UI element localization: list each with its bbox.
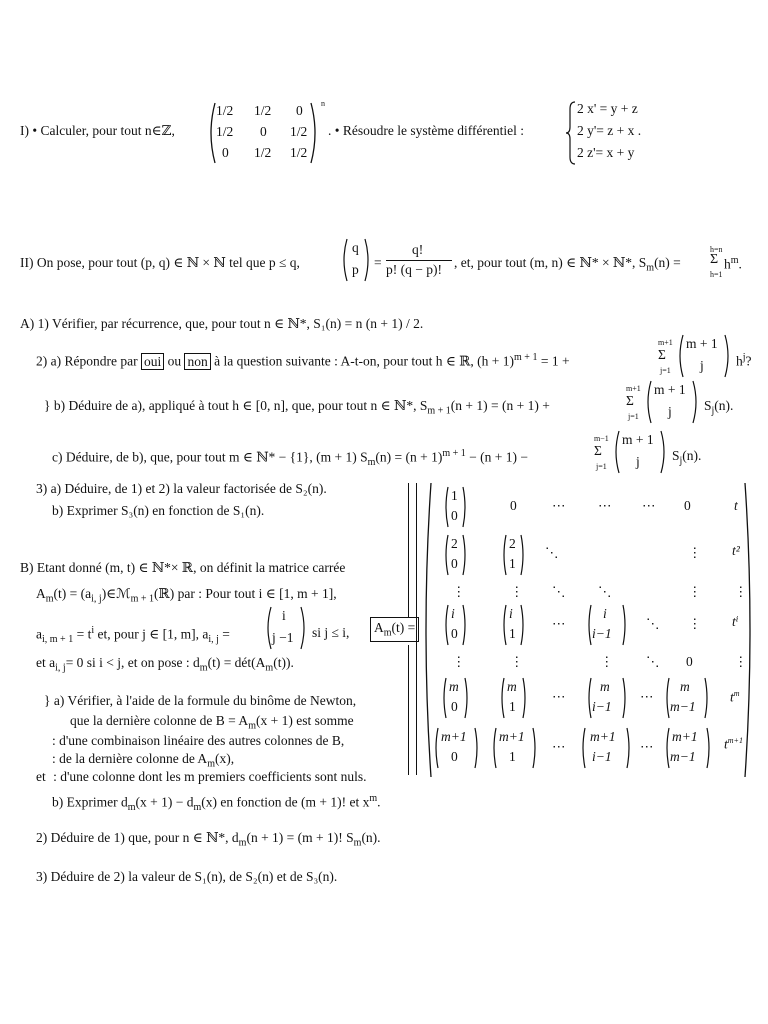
matrix-cell-tm <box>730 689 740 706</box>
B1a-line5 <box>36 769 367 785</box>
left-paren-icon <box>676 334 684 378</box>
left-paren-icon <box>612 430 620 474</box>
a-symbol: a <box>36 626 42 642</box>
left-paren-icon <box>264 606 272 650</box>
left-paren-icon <box>501 534 507 576</box>
subscript: m + 1 <box>130 593 155 605</box>
matrix-cell: m−1 <box>670 699 696 714</box>
left-paren-icon <box>420 482 432 778</box>
exponent: m <box>733 689 740 698</box>
dots-v: ⋮ <box>688 545 702 560</box>
B-intro-line2 <box>36 586 337 605</box>
matrix-cell: 1 <box>509 699 516 714</box>
matrix-cell: 1 <box>509 626 516 641</box>
divider-line <box>408 645 409 775</box>
B2-question <box>36 830 381 849</box>
sum-bottom: h=1 <box>710 270 723 279</box>
dots-h: ⋯ <box>642 498 656 513</box>
A-symbol: A <box>374 620 384 635</box>
right-paren-icon <box>464 677 470 719</box>
dots-h: ⋯ <box>552 616 566 631</box>
text: (x + 1) − d <box>135 794 194 810</box>
exponent: m <box>369 793 378 804</box>
matrix-cell: 1 <box>509 749 516 764</box>
sum-top: m+1 <box>658 338 673 347</box>
subscript: m <box>265 662 274 674</box>
matrix-cell: i <box>509 606 513 621</box>
text: et <box>36 769 46 784</box>
A1-question: A) 1) Vérifier, par récurrence, que, pour tout n ∈ ℕ*, S₁(n) = n (n + 1) / 2. <box>20 316 424 331</box>
dots-h: ⋯ <box>552 689 566 704</box>
text: b) Exprimer d <box>52 794 128 810</box>
binom-top: q <box>352 240 359 255</box>
A2a-eq: = 1 + <box>540 353 570 369</box>
left-paren-icon <box>340 238 348 282</box>
matrix-cell: m+1 <box>441 729 467 744</box>
part1-label: I) • Calculer, pour tout n∈ℤ, <box>20 123 175 138</box>
text: 2) Déduire de 1) que, pour n ∈ ℕ*, d <box>36 830 239 845</box>
text: (ℝ) par : Pour tout i ∈ [1, m + 1], <box>154 586 337 601</box>
dots-v: ⋮ <box>734 654 748 669</box>
matrix-cell: m <box>680 679 690 694</box>
subscript: m <box>383 627 392 639</box>
right-paren-icon <box>474 727 480 769</box>
A2b-question <box>44 398 550 417</box>
text: (t)). <box>273 655 294 670</box>
A2c-text3: − (n + 1) − <box>469 449 528 465</box>
subscript: i, j <box>208 634 219 646</box>
dots-h: ⋯ <box>552 739 566 754</box>
exponent: m + 1 <box>514 352 538 363</box>
dots-d: ⋱ <box>545 545 559 560</box>
matrix-cell: m <box>600 679 610 694</box>
brace-icon: } <box>44 693 51 708</box>
A2c-question <box>52 448 528 468</box>
right-paren-icon <box>520 534 526 576</box>
fraction-bar <box>386 260 452 261</box>
dots-h: ⋯ <box>598 498 612 513</box>
right-paren-icon <box>462 604 468 646</box>
frac-denominator: p! (q − p)! <box>386 262 442 277</box>
matrix-cell: i <box>603 606 607 621</box>
matrix-exponent: n <box>321 99 325 108</box>
sigma-icon: Σ <box>658 347 666 362</box>
term-end: (n). <box>682 448 702 463</box>
right-paren-icon <box>744 482 756 778</box>
equals-sign: = <box>374 255 382 270</box>
dots-v: ⋮ <box>600 654 614 669</box>
matrix-cell: m+1 <box>672 729 698 744</box>
sum-bottom: j=1 <box>660 366 671 375</box>
text: )∈ℳ <box>101 586 131 601</box>
matrix-cell: 0 <box>451 556 458 571</box>
right-paren-icon <box>522 677 528 719</box>
exponent: m+1 <box>727 736 743 745</box>
right-paren-icon <box>310 102 320 164</box>
subscript: i, j <box>55 662 66 674</box>
text: = t <box>76 626 92 642</box>
A2c-text: c) Déduire, de b), que, pour tout m ∈ ℕ* − {1}, (m + 1) S <box>52 449 368 465</box>
matrix-cell: 0 <box>686 654 693 669</box>
A2b-tail <box>704 398 733 417</box>
binom-top: m + 1 <box>686 336 718 351</box>
part1-system-label: . • Résoudre le système différentiel : <box>328 123 525 138</box>
right-paren-icon <box>706 727 712 769</box>
A2a-post: à la question suivante : A-t-on, pour tout h ∈ ℝ, (h + 1) <box>214 353 515 369</box>
matrix-cell: 0 <box>684 498 691 513</box>
B1a-line1 <box>44 693 356 709</box>
A2a-ou: ou <box>167 353 182 369</box>
sum-bottom: j=1 <box>628 412 639 421</box>
B1a-line2 <box>70 713 354 732</box>
sigma-icon: Σ <box>710 252 719 267</box>
subscript: i, m + 1 <box>42 634 74 646</box>
sum-top: h=n <box>710 245 723 254</box>
B1a-line3: : d'une combinaison linéaire des autres colonnes de B, <box>52 733 345 748</box>
matrix-cell: m+1 <box>499 729 525 744</box>
binom-bottom: j <box>700 358 704 373</box>
dots-d: ⋱ <box>646 654 660 669</box>
matrix-cell: 1 <box>451 488 458 503</box>
left-paren-icon <box>501 604 507 646</box>
subscript: m <box>248 720 256 732</box>
brace-icon: } <box>44 398 51 413</box>
text: a) Vérifier, à l'aide de la formule du binôme de Newton, <box>53 693 357 708</box>
exponent: m + 1 <box>442 448 466 459</box>
term-end: (n). <box>714 398 734 413</box>
matrix-cell-t: t <box>734 498 738 513</box>
A2b-text2: (n + 1) = (n + 1) + <box>450 398 550 413</box>
matrix-cell: 2 <box>451 536 458 551</box>
right-paren-icon <box>622 604 628 646</box>
right-paren-icon <box>300 606 308 650</box>
t-symbol: t <box>724 736 728 752</box>
right-paren-icon <box>660 430 668 474</box>
matrix-cell: 1/2 <box>254 103 272 118</box>
left-paren-icon <box>433 727 439 769</box>
matrix-cell: 0 <box>222 145 229 160</box>
right-paren-icon <box>364 238 372 282</box>
B-intro-line4 <box>36 655 294 674</box>
matrix-cell: m <box>449 679 459 694</box>
binom-top: m + 1 <box>654 382 686 397</box>
matrix-cell-t2: t² <box>732 543 740 558</box>
matrix-cell: 1/2 <box>290 124 308 139</box>
binom-top: i <box>282 608 286 623</box>
matrix-cell: 0 <box>451 508 458 523</box>
right-paren-icon <box>626 727 632 769</box>
right-paren-icon <box>462 486 468 528</box>
system-eq-2: 2 y'= z + x . <box>577 123 642 138</box>
frac-numerator: q! <box>412 242 424 257</box>
subscript: m <box>353 837 362 849</box>
divider-line <box>416 483 417 775</box>
part2-mid-rest: (n) = <box>654 255 681 270</box>
right-paren-icon <box>462 534 468 576</box>
exponent: i <box>91 625 95 636</box>
text: = 0 si i < j, et on pose : d <box>65 655 200 670</box>
left-paren-icon <box>580 727 586 769</box>
matrix-cell: 0 <box>510 498 517 513</box>
text: (x + 1) est somme <box>255 713 354 728</box>
dots-h: ⋯ <box>552 498 566 513</box>
Am-label-box <box>370 617 419 642</box>
left-brace-icon <box>566 101 576 165</box>
text: (n). <box>361 830 381 845</box>
text: : de la dernière colonne de A <box>52 751 208 766</box>
subscript: j <box>679 455 683 467</box>
dots-d: ⋱ <box>646 616 660 631</box>
left-paren-icon <box>206 102 216 164</box>
right-paren-icon <box>520 604 526 646</box>
binom-top: m + 1 <box>622 432 654 447</box>
subscript: m <box>127 802 136 814</box>
oui-box: oui <box>141 353 164 370</box>
term: h <box>724 256 731 272</box>
binom-bottom: j −1 <box>272 630 294 645</box>
text: (t) = dét(A <box>207 655 266 670</box>
text: (t) = (a <box>53 586 92 601</box>
B3-question: 3) Déduire de 2) la valeur de S₁(n), de S₂(n) et de S₃(n). <box>36 869 338 884</box>
period: . <box>377 794 381 810</box>
text: et a <box>36 655 56 670</box>
subscript: m <box>207 758 215 770</box>
B1b-question <box>52 793 380 813</box>
A2c-tail <box>672 448 701 467</box>
matrix-cell: 0 <box>451 626 458 641</box>
term: S <box>672 448 680 463</box>
text: (t) = <box>391 620 416 635</box>
matrix-cell: i−1 <box>592 699 612 714</box>
matrix-cell: 0 <box>451 749 458 764</box>
matrix-cell: m <box>507 679 517 694</box>
matrix-cell: 1 <box>509 556 516 571</box>
matrix-cell: 0 <box>260 124 267 139</box>
text: (x) en fonction de (m + 1)! et x <box>201 794 370 810</box>
dots-v: ⋮ <box>688 616 702 631</box>
dots-v: ⋮ <box>452 584 466 599</box>
binom-bottom: j <box>636 454 640 469</box>
right-paren-icon <box>532 727 538 769</box>
dots-d: ⋱ <box>552 584 566 599</box>
sum-top: m+1 <box>626 384 641 393</box>
subscript: m <box>199 662 208 674</box>
matrix-cell: m+1 <box>590 729 616 744</box>
dots-d: ⋱ <box>598 584 612 599</box>
matrix-cell: 2 <box>509 536 516 551</box>
A3a-question: 3) a) Déduire, de 1) et 2) la valeur factorisée de S₂(n). <box>36 481 327 496</box>
system-eq-1: 2 x' = y + z <box>577 101 638 116</box>
sum-term <box>724 255 742 273</box>
matrix-cell: 1/2 <box>216 124 234 139</box>
matrix-cell: i−1 <box>592 749 612 764</box>
subscript: m <box>646 262 655 274</box>
A2a-tail <box>736 352 752 370</box>
sum-bottom: j=1 <box>596 462 607 471</box>
exponent: m <box>730 255 739 266</box>
dots-v: ⋮ <box>452 654 466 669</box>
subscript: m + 1 <box>427 405 451 417</box>
subscript: j <box>711 405 715 417</box>
left-paren-icon <box>443 534 449 576</box>
left-paren-icon <box>443 604 449 646</box>
divider-line <box>408 483 409 617</box>
left-paren-icon <box>499 677 505 719</box>
matrix-cell: 1/2 <box>216 103 234 118</box>
dots-v: ⋮ <box>510 584 524 599</box>
matrix-cell: i <box>451 606 455 621</box>
period: . <box>738 256 742 272</box>
part2-mid-text: , et, pour tout (m, n) ∈ ℕ* × ℕ*, S <box>454 255 647 270</box>
dots-h: ⋯ <box>640 739 654 754</box>
text: (n + 1) = (m + 1)! S <box>246 830 354 845</box>
text: (x), <box>214 751 235 766</box>
dots-v: ⋮ <box>734 584 748 599</box>
right-paren-icon <box>622 677 628 719</box>
text: que la dernière colonne de B = A <box>70 713 249 728</box>
text: : d'une colonne dont les m premiers coefficients sont nuls. <box>53 769 367 784</box>
B1a-line4 <box>52 751 234 770</box>
A2c-text2: (n) = (n + 1) <box>375 449 443 465</box>
exponent: j <box>742 352 746 363</box>
matrix-cell: 0 <box>451 699 458 714</box>
sum-top: m−1 <box>594 434 609 443</box>
system-eq-3: 2 z'= x + y <box>577 145 635 160</box>
subscript: i, j <box>91 593 102 605</box>
sigma-icon: Σ <box>626 393 634 408</box>
B-intro-line3 <box>36 625 230 645</box>
B-condition: si j ≤ i, <box>312 625 350 640</box>
t-symbol: t <box>730 689 734 705</box>
dots-v: ⋮ <box>688 584 702 599</box>
binom-bottom: j <box>668 404 672 419</box>
matrix-cell: m−1 <box>670 749 696 764</box>
term: h <box>736 353 743 369</box>
matrix-cell: 1/2 <box>254 145 272 160</box>
matrix-cell: 1/2 <box>290 145 308 160</box>
A2a-pre: 2) a) Répondre par <box>36 353 138 369</box>
subscript: m <box>367 457 376 469</box>
dots-v: ⋮ <box>510 654 524 669</box>
left-paren-icon <box>441 677 447 719</box>
right-paren-icon <box>704 677 710 719</box>
right-paren-icon <box>692 380 700 424</box>
left-paren-icon <box>443 486 449 528</box>
part2-mid <box>454 255 681 274</box>
sigma-icon: Σ <box>594 443 602 458</box>
subscript: m <box>45 593 54 605</box>
dots-h: ⋯ <box>640 689 654 704</box>
right-paren-icon <box>724 334 732 378</box>
subscript: m <box>238 837 247 849</box>
A2b-text: b) Déduire de a), appliqué à tout h ∈ [0, n], que, pour tout n ∈ ℕ*, S <box>53 398 428 413</box>
term: S <box>704 398 712 413</box>
B-intro-line1: B) Etant donné (m, t) ∈ ℕ*× ℝ, on définit la matrice carrée <box>20 560 346 575</box>
text: = <box>222 626 230 642</box>
non-box: non <box>184 353 210 370</box>
A3b-question: b) Exprimer S₃(n) en fonction de S₁(n). <box>52 503 265 518</box>
subscript: m <box>193 802 202 814</box>
matrix-cell: i−1 <box>592 626 612 641</box>
matrix-cell-ti: tⁱ <box>732 614 739 629</box>
part2-intro: II) On pose, pour tout (p, q) ∈ ℕ × ℕ tel que p ≤ q, <box>20 255 300 270</box>
matrix-cell: 0 <box>296 103 303 118</box>
A-symbol: A <box>36 586 46 601</box>
matrix-cell-tm1 <box>724 736 743 753</box>
left-paren-icon <box>644 380 652 424</box>
question-mark: ? <box>745 353 752 369</box>
left-paren-icon <box>491 727 497 769</box>
binom-bottom: p <box>352 262 359 277</box>
A2a-question <box>36 352 570 370</box>
text: et, pour j ∈ [1, m], a <box>97 626 209 642</box>
